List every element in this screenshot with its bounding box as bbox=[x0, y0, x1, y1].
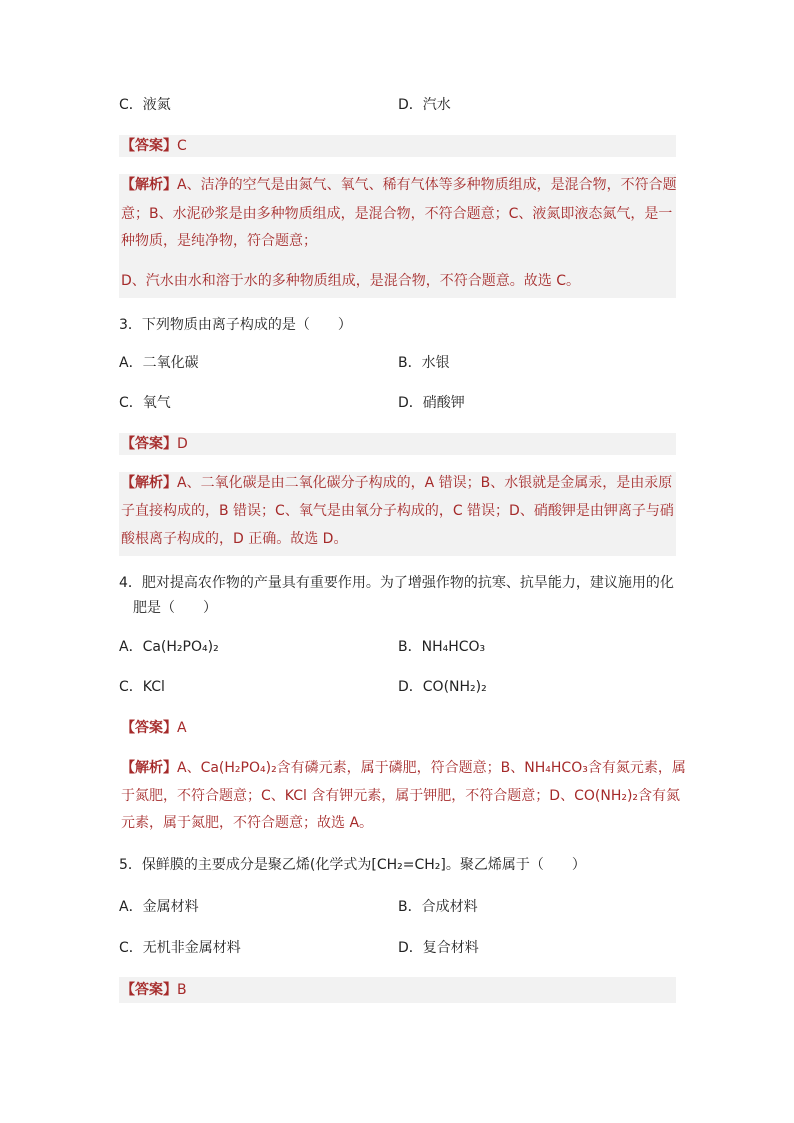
q4-option-a: A．Ca(H₂PO₄)₂ bbox=[119, 639, 219, 655]
q3-option-c: C．氧气 bbox=[119, 395, 171, 411]
answer-tag: 【答案】 bbox=[121, 436, 177, 452]
q3-analysis-line-1: A、二氧化碳是由二氧化碳分子构成的，A 错误；B、水银就是金属汞，是由汞原 bbox=[177, 475, 673, 491]
q2-analysis-line-4: D、汽水由水和溶于水的多种物质组成，是混合物，不符合题意。故选 C。 bbox=[121, 273, 581, 289]
q3-answer-box bbox=[119, 433, 676, 455]
q3-option-a: A．二氧化碳 bbox=[119, 355, 199, 371]
q3-analysis-box bbox=[119, 472, 676, 556]
q4-stem-line-2: 肥是（ ） bbox=[133, 600, 217, 616]
q3-option-d: D．硝酸钾 bbox=[398, 395, 465, 411]
q4-analysis-line-3: 元素，属于氮肥，不符合题意；故选 A。 bbox=[121, 815, 374, 831]
q2-analysis-line-1: A、洁净的空气是由氮气、氧气、稀有气体等多种物质组成，是混合物，不符合题 bbox=[177, 177, 677, 193]
q2-analysis-box bbox=[119, 174, 676, 298]
q3-options-cd bbox=[119, 392, 676, 414]
q4-analysis-line-2: 于氮肥，不符合题意；C、KCl 含有钾元素，属于钾肥，不符合题意；D、CO(NH₂)₂含有氮 bbox=[121, 788, 681, 804]
q2-option-c: C．液氮 bbox=[119, 97, 171, 113]
q5-options-cd bbox=[119, 937, 676, 959]
q3-options-ab bbox=[119, 352, 676, 374]
answer-tag: 【答案】 bbox=[121, 982, 177, 998]
analysis-tag: 【解析】 bbox=[121, 475, 177, 491]
q4-options-ab bbox=[119, 636, 676, 658]
q4-stem-line-1: 4．肥对提高农作物的产量具有重要作用。为了增强作物的抗寒、抗旱能力，建议施用的化 bbox=[119, 575, 674, 591]
q5-option-d: D．复合材料 bbox=[398, 940, 479, 956]
q2-answer: C bbox=[177, 138, 187, 154]
q2-options-cd bbox=[119, 94, 676, 116]
q3-answer: D bbox=[177, 436, 188, 452]
analysis-tag: 【解析】 bbox=[121, 760, 177, 776]
q4-analysis-box bbox=[119, 757, 686, 839]
q5-option-b: B．合成材料 bbox=[398, 899, 478, 915]
q2-answer-box bbox=[119, 135, 676, 157]
q4-option-c: C．KCl bbox=[119, 679, 165, 695]
answer-tag: 【答案】 bbox=[121, 138, 177, 154]
q3-option-b: B．水银 bbox=[398, 355, 450, 371]
q4-option-b: B．NH₄HCO₃ bbox=[398, 639, 486, 655]
q2-analysis-line-2: 意；B、水泥砂浆是由多种物质组成，是混合物，不符合题意；C、液氮即液态氮气，是一 bbox=[121, 206, 673, 222]
q3-analysis-line-3: 酸根离子构成的，D 正确。故选 D。 bbox=[121, 531, 348, 547]
q4-analysis-line-1: A、Ca(H₂PO₄)₂含有磷元素，属于磷肥，符合题意；B、NH₄HCO₃含有氮元素，属 bbox=[177, 760, 686, 776]
q2-analysis-line-3: 种物质，是纯净物，符合题意； bbox=[121, 233, 317, 249]
q4-options-cd bbox=[119, 676, 676, 698]
q5-options-ab bbox=[119, 896, 676, 918]
q4-answer-box bbox=[119, 717, 676, 739]
answer-tag: 【答案】 bbox=[121, 720, 177, 736]
q4-answer: A bbox=[177, 720, 187, 736]
q3-analysis-line-2: 子直接构成的，B 错误；C、氧气是由氧分子构成的，C 错误；D、硝酸钾是由钾离子与硝 bbox=[121, 503, 674, 519]
q5-answer-box bbox=[119, 977, 676, 1003]
q4-option-d: D．CO(NH₂)₂ bbox=[398, 679, 487, 695]
q2-option-d: D．汽水 bbox=[398, 97, 451, 113]
q5-answer: B bbox=[177, 982, 187, 998]
q3-stem: 3．下列物质由离子构成的是（ ） bbox=[119, 317, 352, 333]
q5-option-a: A．金属材料 bbox=[119, 899, 199, 915]
q5-stem: 5．保鲜膜的主要成分是聚乙烯(化学式为[CH₂=CH₂]。聚乙烯属于（ ） bbox=[119, 857, 586, 873]
analysis-tag: 【解析】 bbox=[121, 177, 177, 193]
q5-option-c: C．无机非金属材料 bbox=[119, 940, 241, 956]
